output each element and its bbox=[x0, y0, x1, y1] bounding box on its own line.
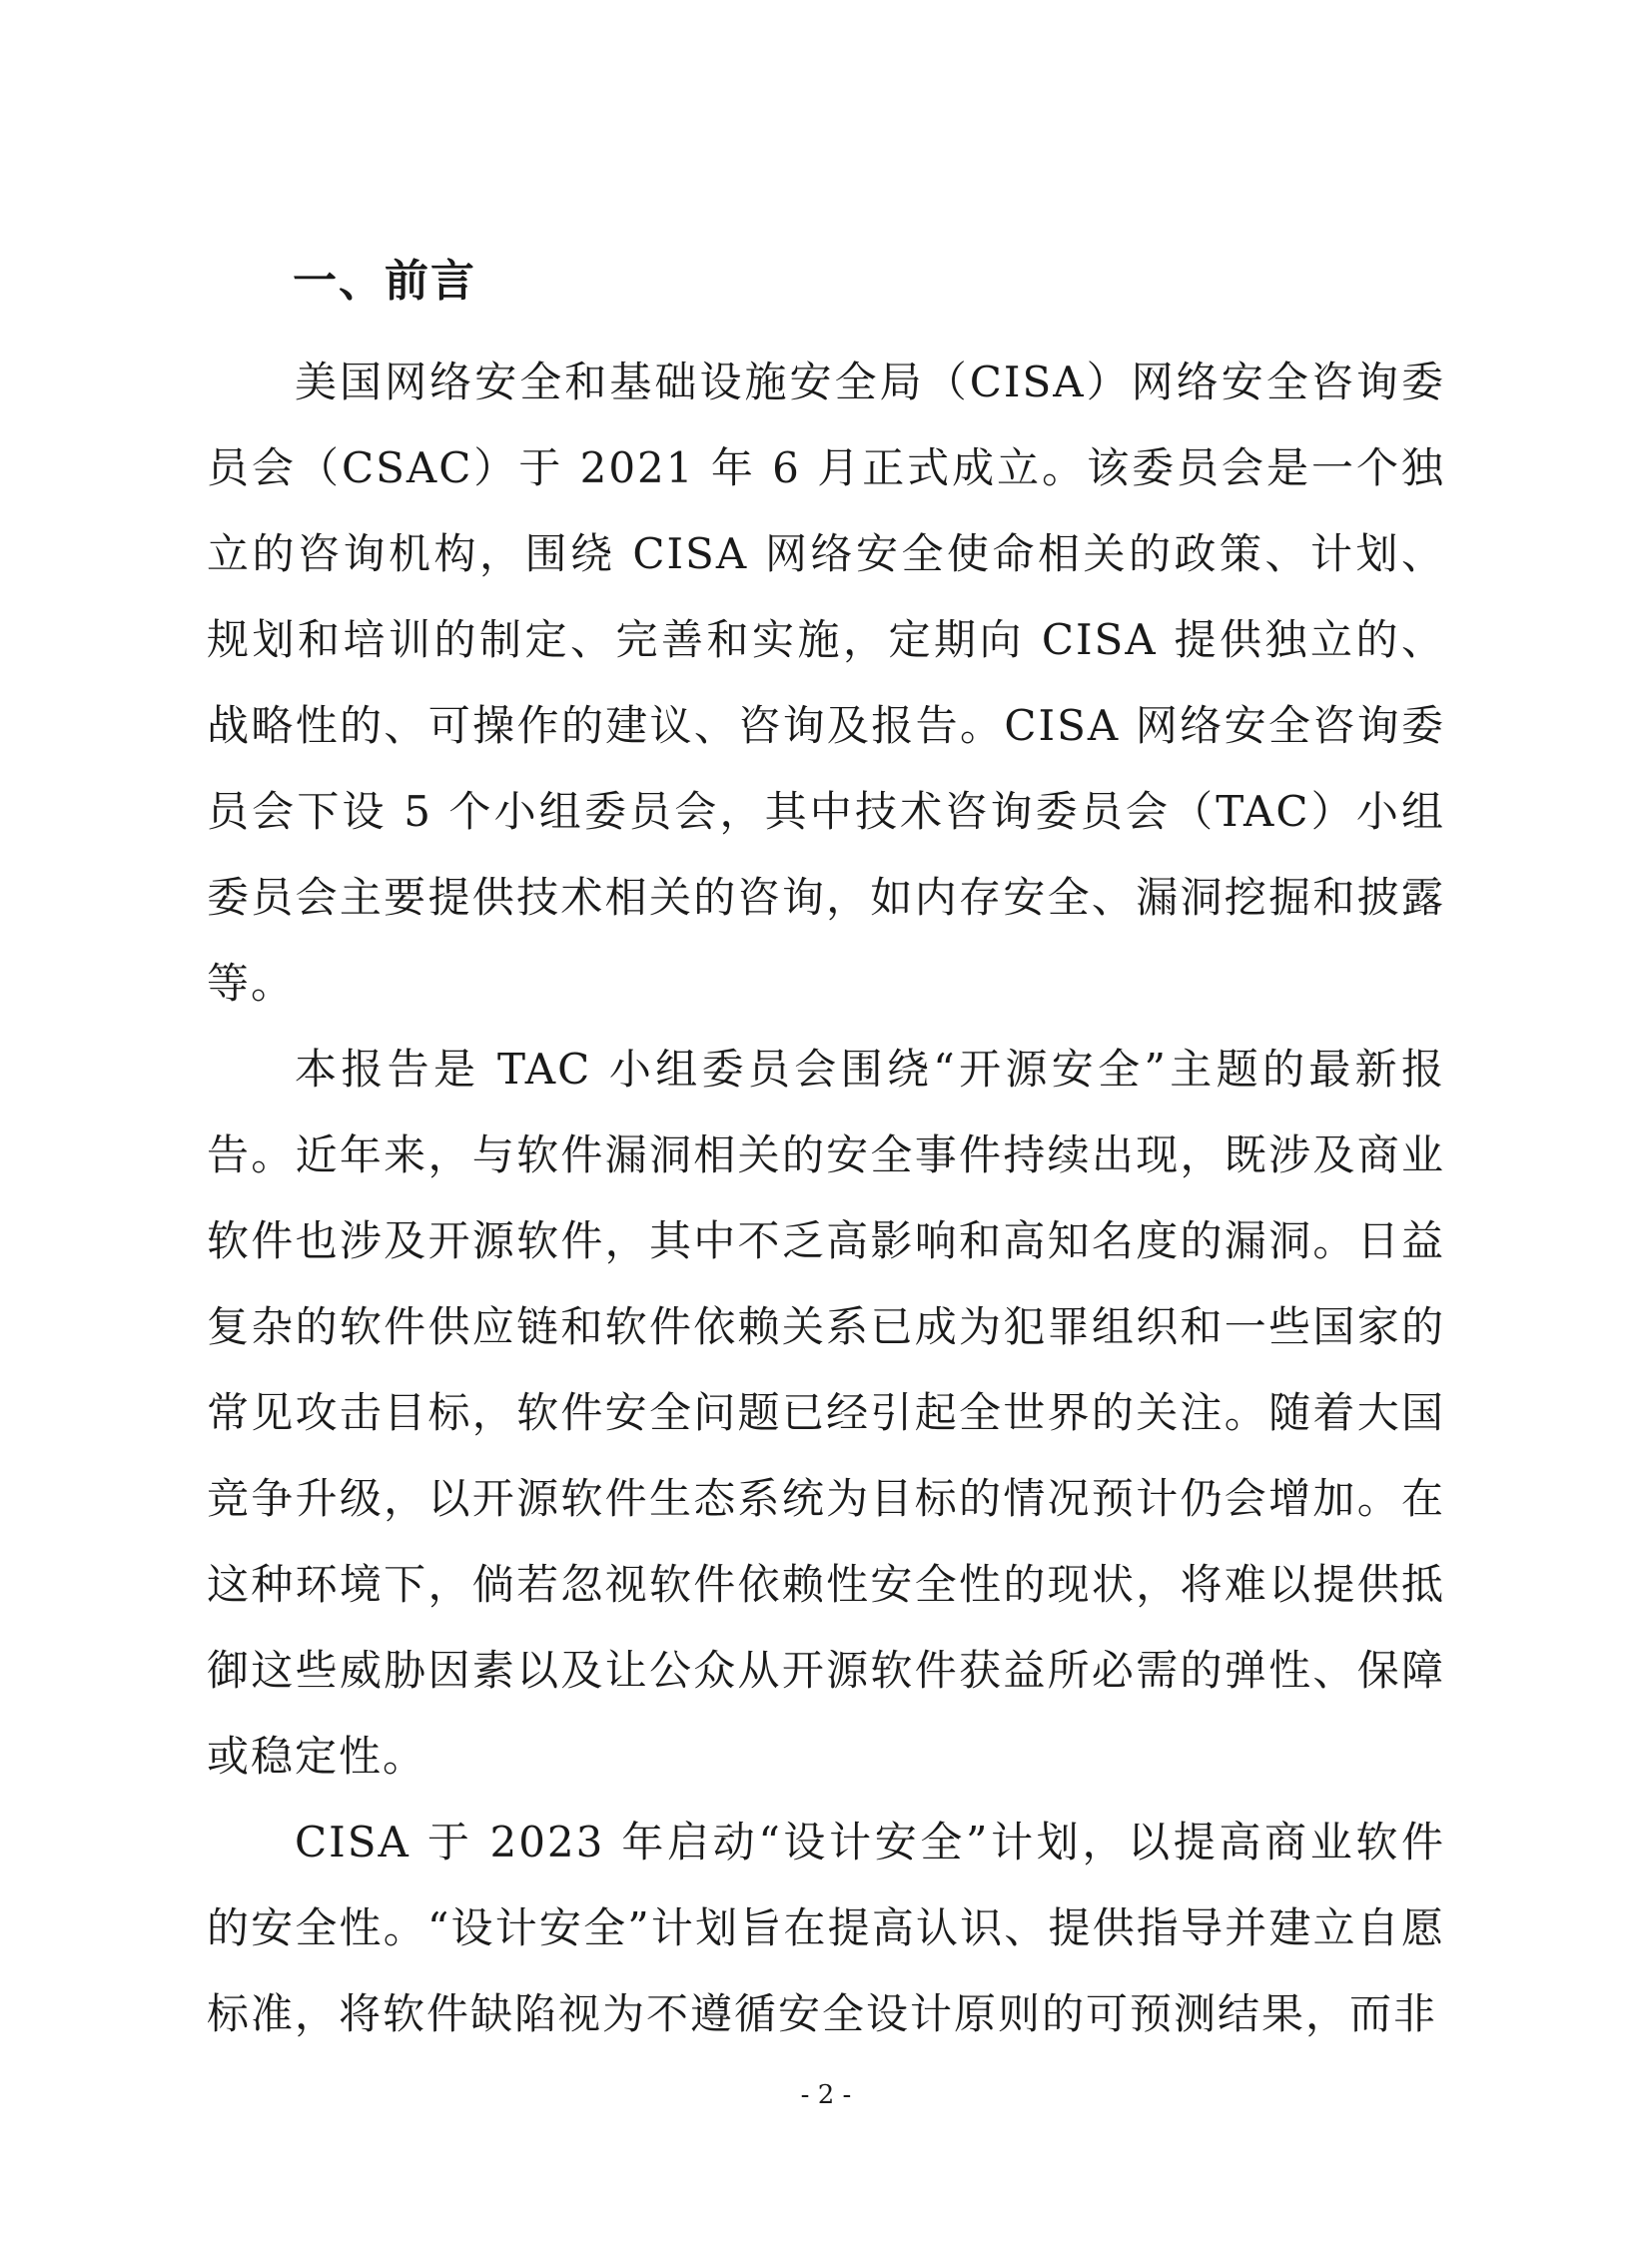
paragraph-report-background: 本报告是 TAC 小组委员会围绕“开源安全”主题的最新报告。近年来，与软件漏洞相关的安全事件持续出现，既涉及商业软件也涉及开源软件，其中不乏高影响和高知名度的漏洞。日益复杂的软件供应链和软件依赖关系已成为犯罪组织和一些国家的常见攻击目标，软件安全问题已经引起全世界的关注。随着大国竞争升级，以开源软件生态系统为目标的情况预计仍会增加。在这种环境下，倘若忽视软件依赖性安全性的现状，将难以提供抵御这些威胁因素以及让公众从开源软件获益所必需的弹性、保障或稳定性。 bbox=[207, 1045, 1445, 1781]
page-number: - 2 - bbox=[800, 2080, 852, 2110]
section-heading: 一、前言 bbox=[293, 256, 476, 307]
paragraph-intro: 美国网络安全和基础设施安全局（CISA）网络安全咨询委员会（CSAC）于 2021 年 6 月正式成立。该委员会是一个独立的咨询机构，围绕 CISA 网络安全使命相关的政策、计划、规划和培训的制定、完善和实施，定期向 CISA 提供独立的、战略性的、可操作的建议、咨询及报告。CISA 网络安全咨询委员会下设 5 个小组委员会，其中技术咨询委员会（TAC）小组委员会主要提供技术相关的咨询，如内存安全、漏洞挖掘和披露等。 bbox=[207, 358, 1445, 1008]
document-body bbox=[207, 252, 1445, 2057]
paragraph-secure-by-design: CISA 于 2023 年启动“设计安全”计划，以提高商业软件的安全性。“设计安全”计划旨在提高认识、提供指导并建立自愿标准，将软件缺陷视为不遵循安全设计原则的可预测结果，而非 bbox=[207, 1818, 1445, 2038]
